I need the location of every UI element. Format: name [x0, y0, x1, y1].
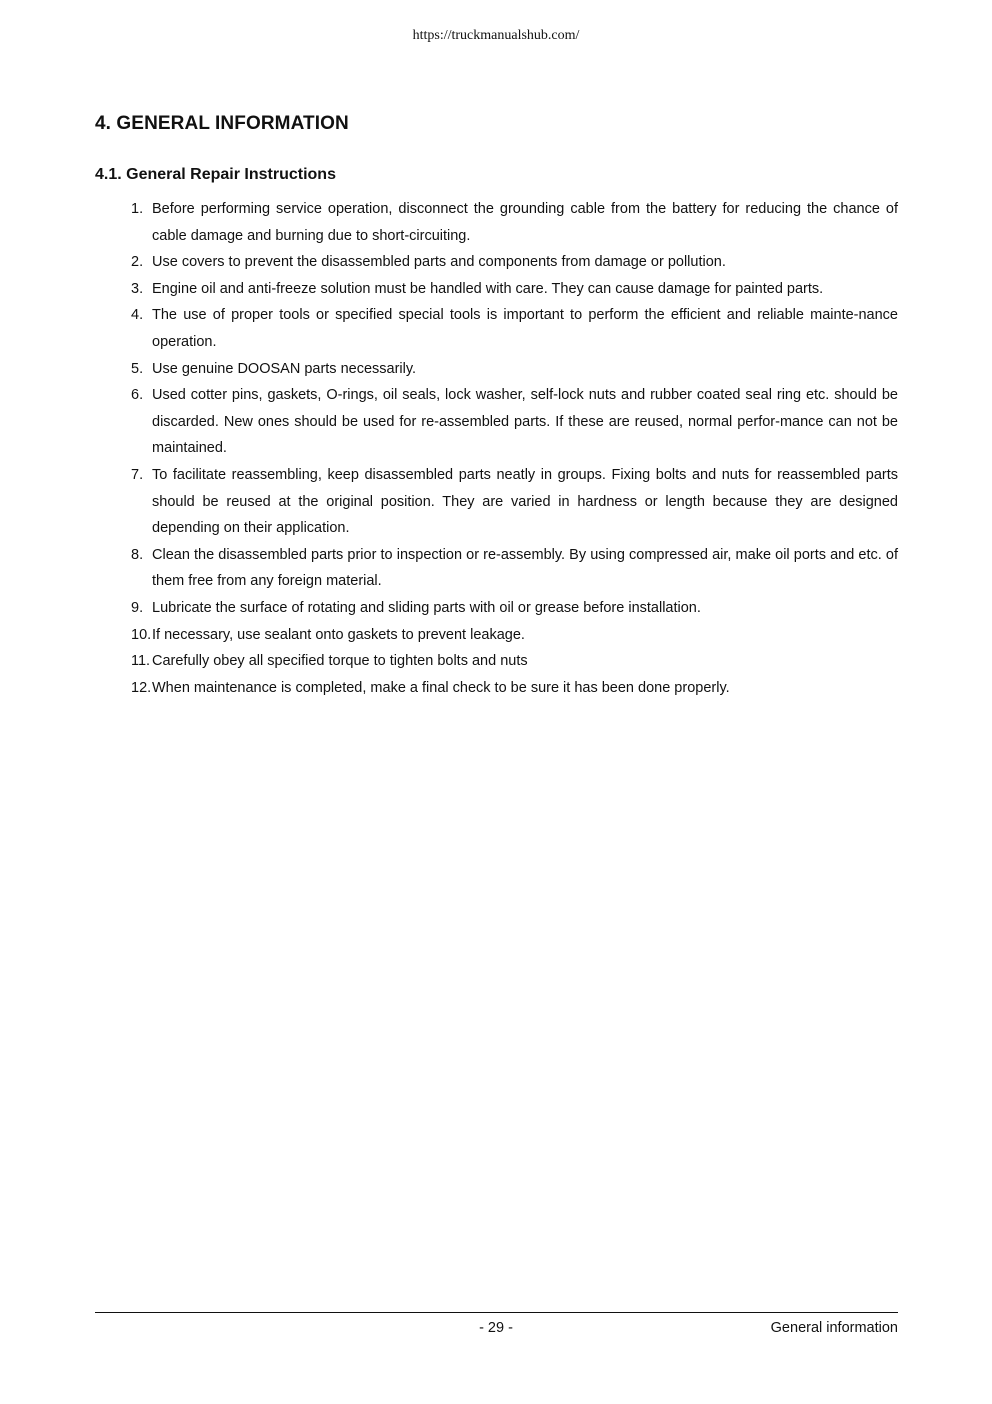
list-item [131, 302, 898, 355]
list-item [131, 356, 898, 383]
item-text: Before performing service operation, disconnect the grounding cable from the battery for reducing the chance of cable damage and burning due to short-circuiting. [152, 201, 898, 244]
item-text: Used cotter pins, gaskets, O-rings, oil seals, lock washer, self-lock nuts and rubber coated seal ring etc. should be discarded. New ones should be used for re-assembled parts. If these are reused, normal perfor-mance can not be maintained. [152, 387, 898, 457]
item-text: To facilitate reassembling, keep disassembled parts neatly in groups. Fixing bolts and nuts for reassembled parts should be reused at the original position. They are varied in hardness or length because they are designed depending on their application. [152, 466, 898, 537]
list-item [131, 675, 898, 702]
item-number: 3. [131, 280, 144, 297]
list-item [131, 382, 898, 462]
item-text: When maintenance is completed, make a final check to be sure it has been done properly. [152, 679, 730, 696]
item-text: The use of proper tools or specified special tools is important to perform the efficient and reliable mainte-nance operation. [152, 307, 898, 350]
item-text: Clean the disassembled parts prior to inspection or re-assembly. By using compressed air, make oil ports and etc. of them free from any foreign material. [152, 546, 898, 590]
item-text: Carefully obey all specified torque to tighten bolts and nuts [152, 653, 528, 670]
chapter-title: 4. GENERAL INFORMATION [95, 113, 349, 134]
list-item [131, 622, 898, 649]
list-item [131, 648, 898, 675]
item-number: 4. [131, 307, 144, 324]
item-number: 11. [131, 653, 151, 670]
list-item [131, 276, 898, 303]
section-title: 4.1. General Repair Instructions [95, 166, 336, 183]
list-item [131, 595, 898, 622]
item-number: 9. [131, 599, 144, 616]
page-number: - 29 - [479, 1320, 513, 1336]
item-number: 1. [131, 201, 144, 217]
site-url: https://truckmanualshub.com/ [412, 28, 580, 43]
item-number: 2. [131, 254, 144, 271]
item-text: Engine oil and anti-freeze solution must be handled with care. They can cause damage for painted parts. [152, 280, 824, 297]
list-item [131, 542, 898, 595]
item-number: 6. [131, 387, 144, 404]
item-number: 7. [131, 466, 144, 483]
list-item [131, 462, 898, 542]
item-text: Use genuine DOOSAN parts necessarily. [152, 360, 417, 377]
item-number: 12. [131, 679, 152, 696]
list-item [131, 249, 898, 276]
item-text: If necessary, use sealant onto gaskets to prevent leakage. [152, 626, 525, 643]
repair-instructions-list [131, 196, 898, 701]
list-item [131, 196, 898, 249]
item-text: Lubricate the surface of rotating and sliding parts with oil or grease before installation. [152, 599, 701, 616]
footer-section-name: General information [770, 1320, 898, 1336]
item-number: 5. [131, 360, 144, 377]
footer-divider [95, 1312, 898, 1313]
item-text: Use covers to prevent the disassembled parts and components from damage or pollution. [152, 254, 726, 271]
item-number: 8. [131, 546, 144, 563]
item-number: 10. [131, 626, 152, 643]
